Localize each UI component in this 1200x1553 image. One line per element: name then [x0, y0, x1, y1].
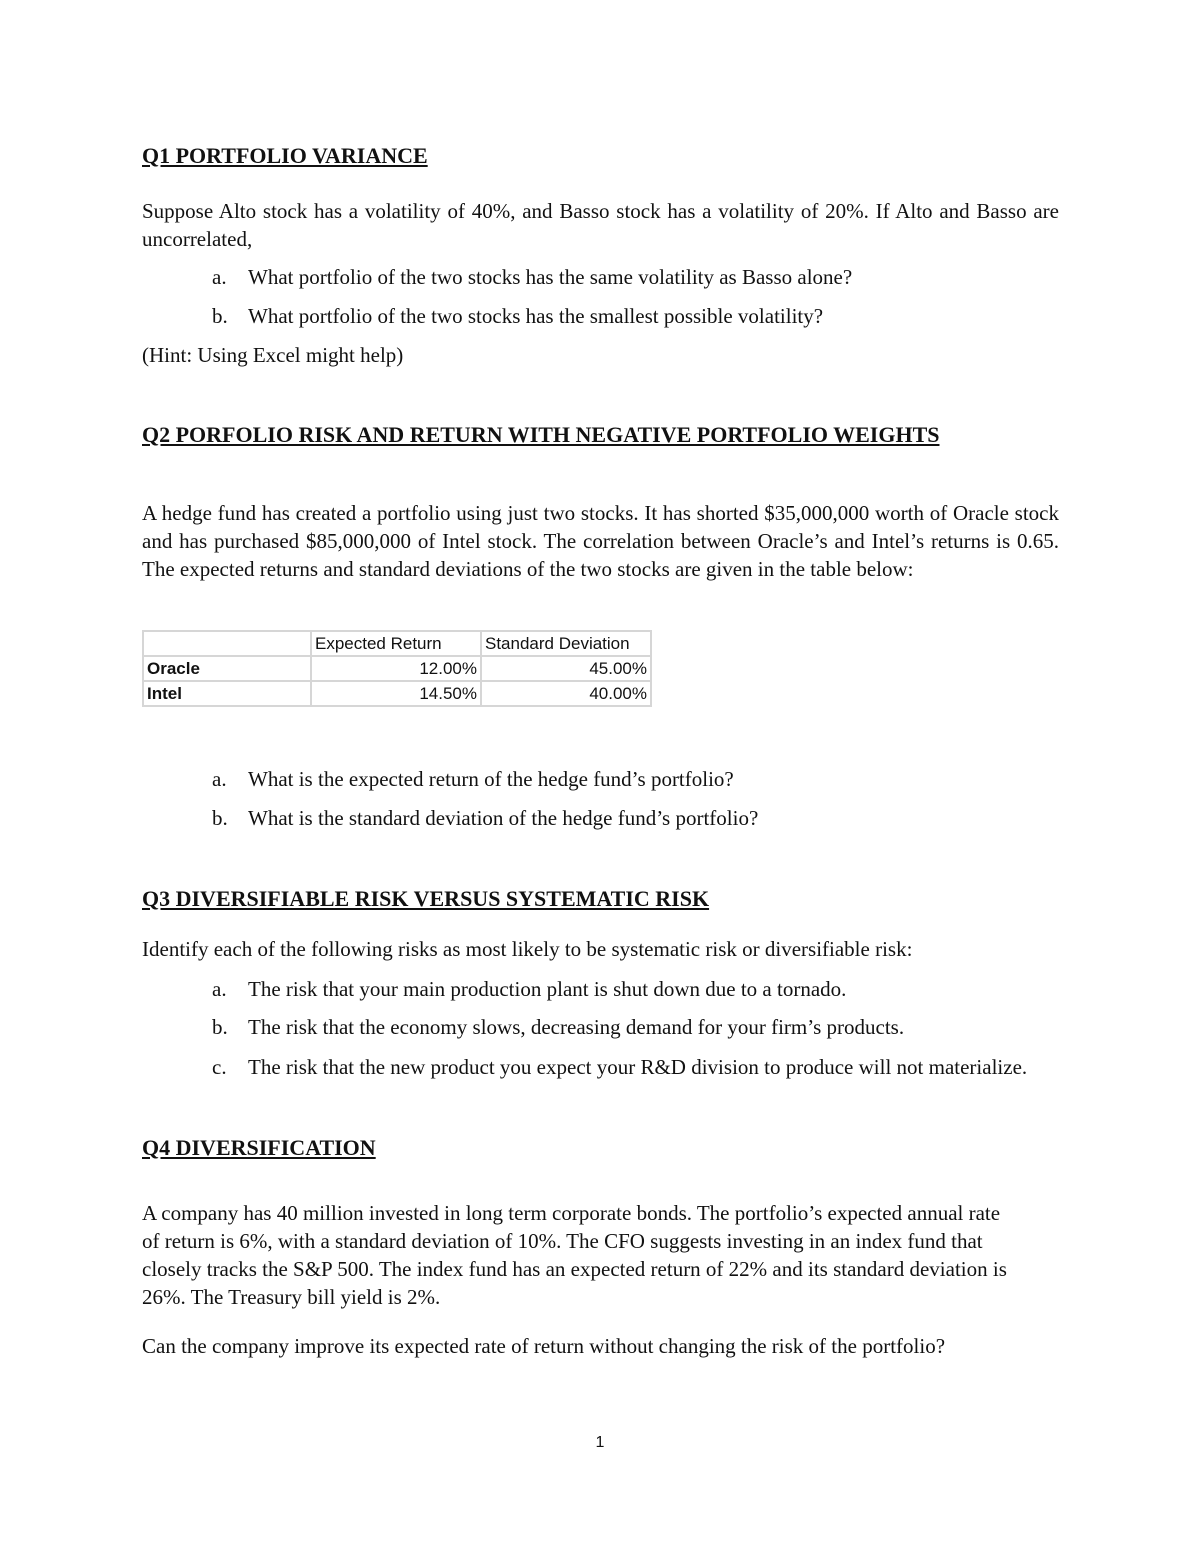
page-number: 1	[595, 1434, 605, 1451]
q2-heading: Q2 PORFOLIO RISK AND RETURN WITH NEGATIVE PORTFOLIO WEIGHTS	[142, 422, 940, 447]
table-cell: 45.00%	[481, 656, 651, 681]
q3-intro: Identify each of the following risks as most likely to be systematic risk or diversifiable risk:	[142, 937, 913, 961]
q3-item-a	[212, 975, 1059, 1003]
list-item-text: The risk that your main production plant is shut down due to a tornado.	[248, 977, 847, 1001]
q3-heading: Q3 DIVERSIFIABLE RISK VERSUS SYSTEMATIC RISK	[142, 886, 710, 911]
q2-item-a	[212, 765, 1059, 793]
list-marker: b.	[212, 806, 228, 830]
list-marker: c.	[212, 1055, 227, 1079]
q4-heading: Q4 DIVERSIFICATION	[142, 1135, 376, 1160]
table-header-cell	[143, 631, 311, 656]
table-cell: Oracle	[143, 656, 311, 681]
list-item-text: The risk that the economy slows, decreasing demand for your firm’s products.	[248, 1015, 905, 1039]
q4-intro: A company has 40 million invested in long term corporate bonds. The portfolio’s expected annual rate of return is 6%, with a standard deviation of 10%. The CFO suggests investing in an index fund that closely tracks the S&P 500. The index fund has an expected return of 22% and its standard deviation is 26%. The Treasury bill yield is 2%.	[142, 1201, 1007, 1309]
table-header-cell: Standard Deviation	[481, 631, 651, 656]
q1-hint: (Hint: Using Excel might help)	[142, 343, 404, 367]
list-marker: a.	[212, 767, 227, 791]
q3-item-b	[212, 1013, 1059, 1041]
q1-intro: Suppose Alto stock has a volatility of 40%, and Basso stock has a volatility of 20%. If Alto and Basso are uncorrelated,	[142, 199, 1059, 251]
list-marker: a.	[212, 977, 227, 1001]
table-row	[143, 681, 651, 706]
q2-item-b	[212, 804, 1059, 832]
table-row	[143, 656, 651, 681]
list-item-text: The risk that the new product you expect your R&D division to produce will not materialize.	[248, 1055, 1028, 1079]
table-header-cell: Expected Return	[311, 631, 481, 656]
q1-item-b	[212, 302, 1059, 330]
list-item-text: What portfolio of the two stocks has the smallest possible volatility?	[248, 304, 824, 328]
q1-heading: Q1 PORTFOLIO VARIANCE	[142, 143, 428, 168]
list-item-text: What is the standard deviation of the hedge fund’s portfolio?	[248, 806, 759, 830]
list-marker: a.	[212, 265, 227, 289]
q4-question: Can the company improve its expected rate of return without changing the risk of the portfolio?	[142, 1334, 946, 1358]
table-cell: 40.00%	[481, 681, 651, 706]
table-cell: Intel	[143, 681, 311, 706]
table-cell: 14.50%	[311, 681, 481, 706]
table-header-row	[143, 631, 651, 656]
q3-item-c	[212, 1053, 1059, 1109]
returns-table	[142, 630, 652, 707]
list-marker: b.	[212, 304, 228, 328]
q1-item-a	[212, 263, 1059, 291]
list-item-text: What is the expected return of the hedge fund’s portfolio?	[248, 767, 734, 791]
table-cell: 12.00%	[311, 656, 481, 681]
q2-intro: A hedge fund has created a portfolio using just two stocks. It has shorted $35,000,000 worth of Oracle stock and has purchased $85,000,000 of Intel stock. The correlation between Oracle’s and Intel’s returns is 0.65. The expected returns and standard deviations of the two stocks are given in the table below:	[142, 501, 1059, 581]
list-item-text: What portfolio of the two stocks has the same volatility as Basso alone?	[248, 265, 853, 289]
list-marker: b.	[212, 1015, 228, 1039]
